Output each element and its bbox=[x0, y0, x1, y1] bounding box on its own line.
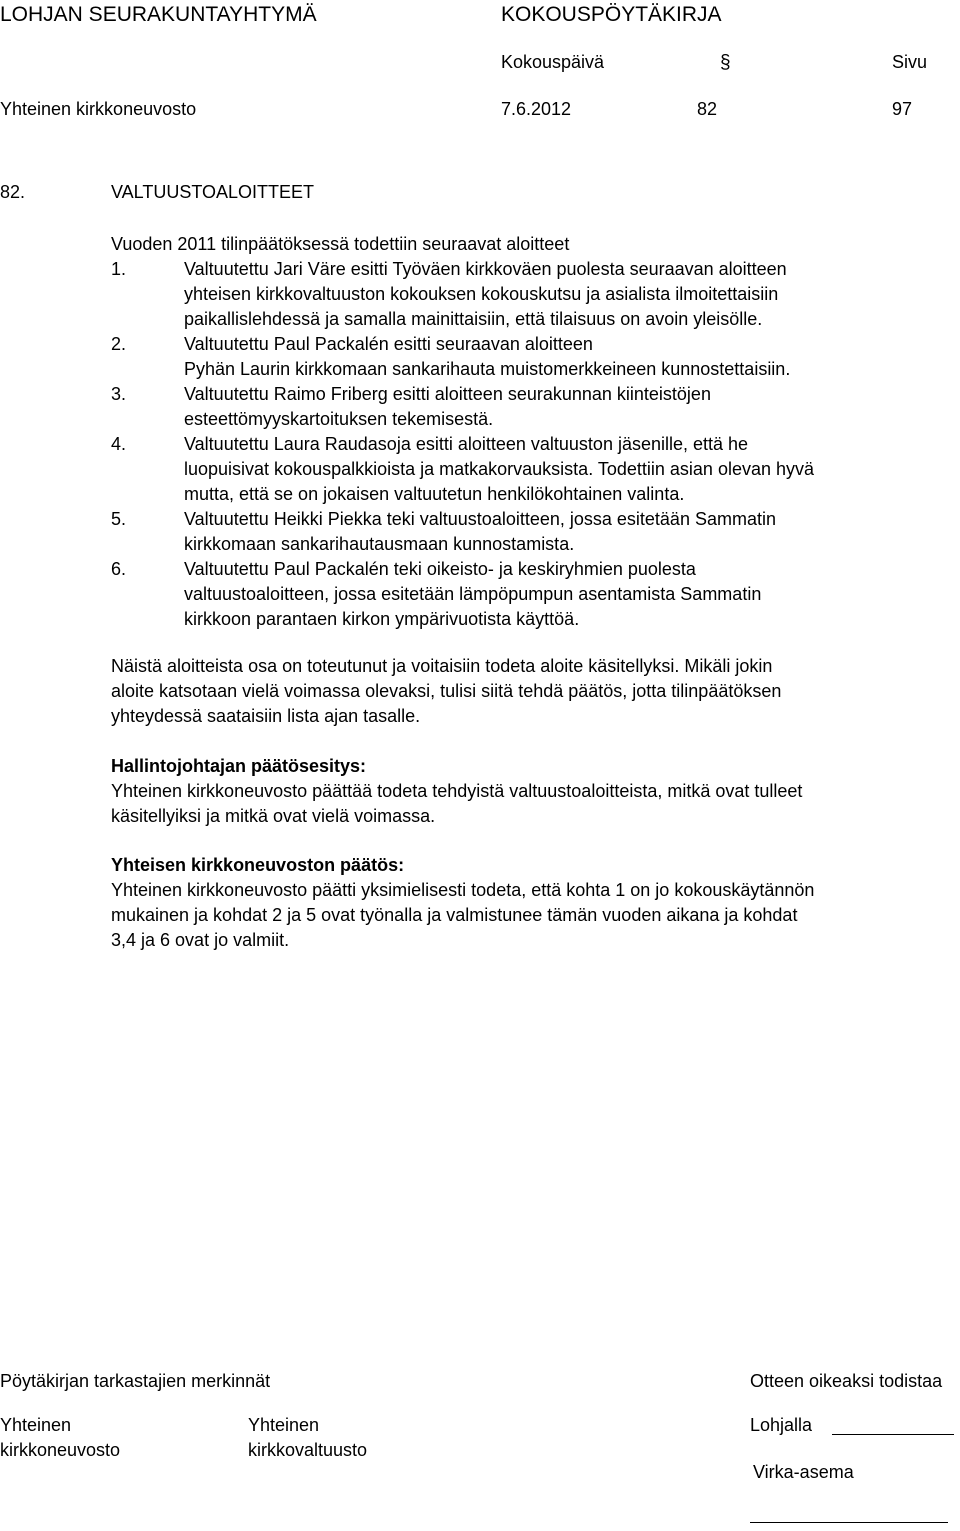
proposal-section bbox=[111, 754, 802, 829]
item-line: Valtuutettu Paul Packalén esitti seuraavan aloitteen bbox=[184, 334, 593, 354]
decision-heading: Yhteisen kirkkoneuvoston päätös: bbox=[111, 855, 405, 875]
organization-name: LOHJAN SEURAKUNTAYHTYMÄ bbox=[0, 3, 317, 26]
document-type: KOKOUSPÖYTÄKIRJA bbox=[501, 3, 722, 26]
meeting-body: Yhteinen kirkkoneuvosto bbox=[0, 99, 197, 119]
page-number: 97 bbox=[892, 99, 913, 119]
signature-col-line: kirkkovaltuusto bbox=[248, 1440, 368, 1460]
summary-line: yhteydessä saataisiin lista ajan tasalle. bbox=[111, 706, 421, 726]
item-number: 1. bbox=[111, 259, 127, 279]
place-label: Lohjalla bbox=[750, 1415, 813, 1435]
item-line: paikallislehdessä ja samalla mainittaisiin, että tilaisuus on avoin yleisölle. bbox=[184, 309, 763, 329]
signature-col-line: Yhteinen bbox=[0, 1415, 72, 1435]
item-line: Valtuutettu Paul Packalén teki oikeisto- ja keskiryhmien puolesta bbox=[184, 559, 696, 579]
proposal-line: käsitellyiksi ja mitkä ovat vielä voimassa. bbox=[111, 806, 436, 826]
item-number: 3. bbox=[111, 384, 127, 404]
section-number: 82 bbox=[697, 99, 718, 119]
section-heading-number: 82. bbox=[0, 182, 26, 202]
item-line: valtuustoaloitteen, jossa esitetään lämpöpumpun asentamista Sammatin bbox=[184, 584, 762, 604]
decision-line: Yhteinen kirkkoneuvosto päätti yksimielisesti todeta, että kohta 1 on jo kokouskäytännön bbox=[111, 880, 815, 900]
signature-col-line: kirkkoneuvosto bbox=[0, 1440, 121, 1460]
decision-line: 3,4 ja 6 ovat jo valmiit. bbox=[111, 930, 290, 950]
role-label: Virka-asema bbox=[753, 1462, 854, 1482]
signature-col-line: Yhteinen bbox=[248, 1415, 320, 1435]
item-line: Pyhän Laurin kirkkomaan sankarihauta muistomerkkeineen kunnostettaisiin. bbox=[184, 359, 791, 379]
summary-line: aloite katsotaan vielä voimassa olevaksi, tulisi siitä tehdä päätös, jotta tilinpäätöksen bbox=[111, 681, 782, 701]
meeting-date-label: Kokouspäivä bbox=[501, 52, 605, 72]
item-line: esteettömyyskartoituksen tekemisestä. bbox=[184, 409, 494, 429]
item-number: 2. bbox=[111, 334, 127, 354]
item-line: luopuisivat kokouspalkkioista ja matkakorvauksista. Todettiin asian olevan hyvä bbox=[184, 459, 815, 479]
item-line: Valtuutettu Raimo Friberg esitti aloitteen seurakunnan kiinteistöjen bbox=[184, 384, 711, 404]
section-heading-title: VALTUUSTOALOITTEET bbox=[111, 182, 315, 202]
item-line: yhteisen kirkkovaltuuston kokouksen kokouskutsu ja asialista ilmoitettaisiin bbox=[184, 284, 779, 304]
item-number: 5. bbox=[111, 509, 127, 529]
item-line: mutta, että se on jokaisen valtuutetun henkilökohtainen valinta. bbox=[184, 484, 685, 504]
item-line: kirkkoon parantaen kirkon ympärivuotista käyttöä. bbox=[184, 609, 580, 629]
initiatives-list bbox=[111, 257, 956, 632]
summary-line: Näistä aloitteista osa on toteutunut ja voitaisiin todeta aloite käsitellyksi. Mikäli jokin bbox=[111, 656, 773, 676]
section-symbol: § bbox=[720, 52, 731, 73]
decision-line: mukainen ja kohdat 2 ja 5 ovat työnalla ja valmistunee tämän vuoden aikana ja kohdat bbox=[111, 905, 798, 925]
proposal-heading: Hallintojohtajan päätösesitys: bbox=[111, 756, 367, 776]
intro-text: Vuoden 2011 tilinpäätöksessä todettiin seuraavat aloitteet bbox=[111, 234, 570, 254]
signature-col-council bbox=[0, 1413, 120, 1463]
place-signature-line bbox=[832, 1434, 954, 1435]
signature-col-assembly bbox=[248, 1413, 367, 1463]
item-number: 4. bbox=[111, 434, 127, 454]
signature-line bbox=[750, 1522, 948, 1523]
item-line: kirkkomaan sankarihautausmaan kunnostamista. bbox=[184, 534, 575, 554]
item-number: 6. bbox=[111, 559, 127, 579]
page-label: Sivu bbox=[892, 52, 928, 72]
proposal-line: Yhteinen kirkkoneuvosto päättää todeta tehdyistä valtuustoaloitteista, mitkä ovat tulleet bbox=[111, 781, 803, 801]
item-line: Valtuutettu Heikki Piekka teki valtuustoaloitteen, jossa esitetään Sammatin bbox=[184, 509, 776, 529]
certified-label: Otteen oikeaksi todistaa bbox=[750, 1371, 943, 1391]
meeting-date: 7.6.2012 bbox=[501, 99, 572, 119]
summary-paragraph bbox=[111, 654, 781, 729]
item-line: Valtuutettu Jari Väre esitti Työväen kirkkoväen puolesta seuraavan aloitteen bbox=[184, 259, 787, 279]
item-line: Valtuutettu Laura Raudasoja esitti aloitteen valtuuston jäsenille, että he bbox=[184, 434, 749, 454]
decision-section bbox=[111, 853, 814, 953]
inspectors-label: Pöytäkirjan tarkastajien merkinnät bbox=[0, 1371, 271, 1391]
